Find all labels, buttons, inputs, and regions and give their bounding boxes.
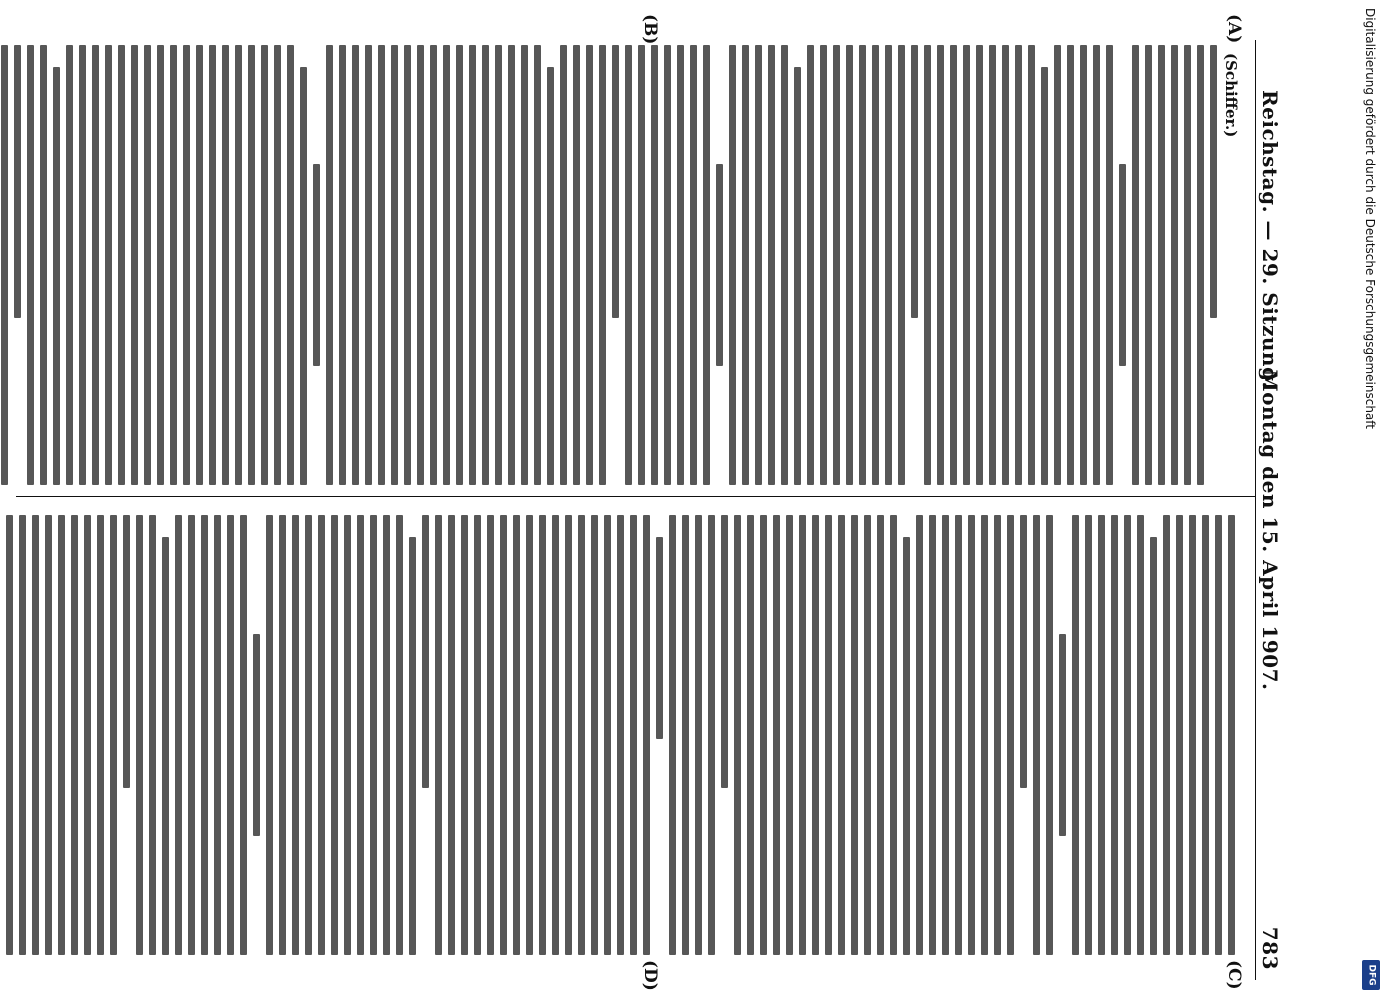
text-line: [500, 515, 507, 955]
text-line: [890, 515, 897, 955]
text-line: [118, 45, 125, 485]
text-line: [851, 515, 858, 955]
text-line: [885, 45, 892, 485]
text-line: [469, 45, 476, 485]
text-line: [1215, 515, 1222, 955]
text-line: [1176, 515, 1183, 955]
text-line: [526, 515, 533, 955]
text-line: [1171, 45, 1178, 485]
text-line: [898, 45, 905, 485]
text-line: [604, 515, 611, 955]
text-line: [123, 515, 130, 788]
text-line: [370, 515, 377, 955]
text-line: [859, 45, 866, 485]
text-line: [417, 45, 424, 485]
text-line: [721, 515, 728, 788]
column-divider: [16, 496, 1256, 497]
text-line: [612, 45, 619, 318]
text-line: [1163, 515, 1170, 955]
text-line: [781, 45, 788, 485]
text-line: [253, 634, 260, 836]
text-line: [838, 515, 845, 955]
text-line: [586, 45, 593, 485]
text-line: [872, 45, 879, 485]
text-line: [968, 515, 975, 955]
text-line: [1106, 45, 1113, 485]
speaker-label: (Schiffer.): [1222, 53, 1240, 138]
text-line: [422, 515, 429, 788]
text-line: [1080, 45, 1087, 485]
text-line: [14, 45, 21, 318]
text-line: [825, 515, 832, 955]
text-line: [768, 45, 775, 485]
text-line: [716, 164, 723, 366]
text-line: [448, 515, 455, 955]
margin-mark-d: (D): [640, 960, 660, 991]
text-line: [963, 45, 970, 485]
paragraph-lines: [0, 515, 1235, 955]
text-line: [799, 515, 806, 955]
text-line: [248, 45, 255, 485]
text-line: [84, 515, 91, 955]
text-line: [877, 515, 884, 955]
text-line: [656, 537, 663, 739]
text-line: [279, 515, 286, 955]
text-line: [157, 45, 164, 485]
text-line: [1072, 515, 1079, 955]
text-line: [1098, 515, 1105, 955]
text-line: [79, 45, 86, 485]
text-line: [643, 515, 650, 955]
text-line: [188, 515, 195, 955]
text-line: [58, 515, 65, 955]
text-line: [1228, 515, 1235, 955]
text-line: [430, 45, 437, 485]
text-line: [45, 515, 52, 955]
text-line: [773, 515, 780, 955]
text-line: [300, 67, 307, 485]
header-title: Reichstag. — 29. Sitzung.: [1258, 90, 1282, 389]
text-line: [690, 45, 697, 485]
text-line: [625, 45, 632, 485]
margin-mark-b: (B): [640, 14, 660, 45]
dfg-logo-icon: DFG: [1362, 960, 1380, 990]
text-line: [950, 45, 957, 485]
text-line: [937, 45, 944, 485]
text-line: [443, 45, 450, 485]
text-line: [435, 515, 442, 955]
text-line: [916, 515, 923, 955]
text-line: [110, 515, 117, 955]
text-line: [565, 515, 572, 955]
text-line: [924, 45, 931, 485]
text-line: [521, 45, 528, 485]
text-line: [1145, 45, 1152, 485]
text-line: [32, 515, 39, 955]
text-line: [864, 515, 871, 955]
text-line: [1111, 515, 1118, 955]
text-line: [456, 45, 463, 485]
text-line: [820, 45, 827, 485]
text-line: [209, 45, 216, 485]
text-line: [729, 45, 736, 485]
text-line: [1189, 515, 1196, 955]
text-line: [66, 45, 73, 485]
text-line: [695, 515, 702, 955]
text-line: [97, 515, 104, 955]
text-line: [734, 515, 741, 955]
text-line: [1054, 45, 1061, 485]
text-line: [760, 515, 767, 955]
text-line: [942, 515, 949, 955]
running-header: [1252, 90, 1292, 970]
text-line: [1202, 515, 1209, 955]
text-line: [183, 45, 190, 485]
text-line: [755, 45, 762, 485]
funding-credit: [1362, 4, 1380, 996]
text-line: [92, 45, 99, 485]
text-line: [266, 515, 273, 955]
text-line: [487, 515, 494, 955]
text-line: [287, 45, 294, 485]
text-line: [339, 45, 346, 485]
text-line: [534, 45, 541, 485]
text-line: [19, 515, 26, 955]
text-line: [747, 515, 754, 955]
text-line: [638, 45, 645, 485]
text-line: [292, 515, 299, 955]
text-line: [1002, 45, 1009, 485]
text-line: [903, 537, 910, 955]
text-line: [474, 515, 481, 955]
text-line: [461, 515, 468, 955]
text-line: [976, 45, 983, 485]
text-line: [1124, 515, 1131, 955]
text-line: [201, 515, 208, 955]
text-line: [539, 515, 546, 955]
text-line: [344, 515, 351, 955]
text-line: [53, 67, 60, 485]
text-line: [513, 515, 520, 955]
text-line: [742, 45, 749, 485]
text-line: [1, 45, 8, 485]
text-line: [274, 45, 281, 485]
text-line: [131, 45, 138, 485]
text-line: [1085, 515, 1092, 955]
text-line: [409, 537, 416, 955]
text-line: [833, 45, 840, 485]
text-line: [105, 45, 112, 485]
text-line: [378, 45, 385, 485]
text-line: [1059, 634, 1066, 836]
text-line: [599, 45, 606, 485]
text-line: [989, 45, 996, 485]
text-line: [929, 515, 936, 955]
text-line: [305, 515, 312, 955]
text-line: [591, 515, 598, 955]
text-line: [1028, 45, 1035, 485]
text-line: [1007, 515, 1014, 955]
text-line: [1150, 537, 1157, 955]
text-line: [547, 67, 554, 485]
page-number: 783: [1258, 926, 1282, 970]
text-line: [261, 45, 268, 485]
text-line: [846, 45, 853, 485]
text-line: [222, 45, 229, 485]
text-line: [495, 45, 502, 485]
text-line: [27, 45, 34, 485]
text-line: [149, 515, 156, 955]
text-line: [1210, 45, 1217, 318]
text-line: [6, 515, 13, 955]
text-line: [383, 515, 390, 955]
text-line: [71, 515, 78, 955]
text-line: [40, 45, 47, 485]
text-line: [560, 45, 567, 485]
text-line: [1184, 45, 1191, 485]
text-line: [240, 515, 247, 955]
paragraph-lines: [0, 45, 1217, 485]
text-line: [1041, 67, 1048, 485]
text-line: [318, 515, 325, 955]
text-line: [677, 45, 684, 485]
text-line: [669, 515, 676, 955]
text-line: [391, 45, 398, 485]
text-line: [357, 515, 364, 955]
text-line: [214, 515, 221, 955]
text-line: [955, 515, 962, 955]
text-line: [396, 515, 403, 955]
text-line: [682, 515, 689, 955]
text-line: [1015, 45, 1022, 485]
margin-mark-c: (C): [1224, 960, 1244, 990]
text-line: [162, 537, 169, 955]
text-line: [708, 515, 715, 955]
header-rule: [1255, 40, 1256, 980]
text-line: [1033, 515, 1040, 955]
text-line: [807, 45, 814, 485]
margin-mark-a: (A): [1224, 14, 1244, 44]
credit-text: Digitalisierung gefördert durch die Deutsche Forschungsgemeinschaft: [1363, 8, 1377, 430]
text-line: [794, 67, 801, 485]
text-line: [144, 45, 151, 485]
text-line: [812, 515, 819, 955]
text-line: [227, 515, 234, 955]
text-line: [1020, 515, 1027, 788]
text-line: [664, 45, 671, 485]
text-line: [1158, 45, 1165, 485]
text-line: [578, 515, 585, 955]
text-line: [651, 45, 658, 485]
text-line: [630, 515, 637, 955]
text-line: [136, 515, 143, 955]
header-date: Montag den 15. April 1907.: [1258, 369, 1282, 691]
text-line: [170, 45, 177, 485]
text-line: [326, 45, 333, 485]
text-line: [313, 164, 320, 366]
text-line: [1046, 515, 1053, 955]
text-line: [352, 45, 359, 485]
text-line: [1093, 45, 1100, 485]
text-line: [1132, 45, 1139, 485]
text-line: [1119, 164, 1126, 366]
text-line: [911, 45, 918, 318]
text-column-left: [16, 45, 1240, 485]
text-line: [1137, 515, 1144, 955]
text-line: [508, 45, 515, 485]
text-line: [1067, 45, 1074, 485]
text-line: [235, 45, 242, 485]
text-line: [1197, 45, 1204, 485]
text-line: [365, 45, 372, 485]
text-line: [175, 515, 182, 955]
text-line: [331, 515, 338, 955]
text-line: [786, 515, 793, 955]
text-line: [573, 45, 580, 485]
text-line: [994, 515, 1001, 955]
text-line: [404, 45, 411, 485]
text-line: [703, 45, 710, 485]
text-line: [196, 45, 203, 485]
text-line: [552, 515, 559, 955]
text-column-right: [16, 515, 1240, 955]
text-line: [617, 515, 624, 955]
text-line: [981, 515, 988, 955]
text-line: [482, 45, 489, 485]
